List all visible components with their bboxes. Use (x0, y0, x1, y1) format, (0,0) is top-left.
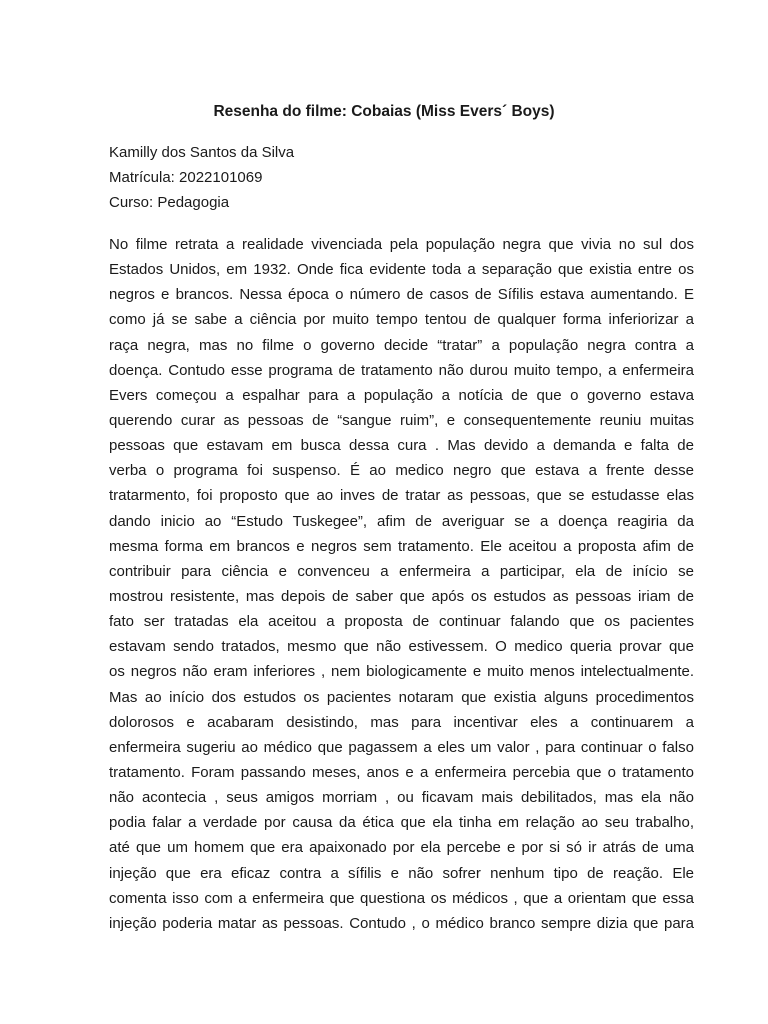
body-text-line: injeção que era eficaz contra a sífilis e não sofrer nenhum tipo de reação. Ele (109, 864, 694, 882)
body-text-line: fato ser tratadas ela aceitou a proposta de continuar falando que os pacientes (109, 613, 694, 631)
body-text-line: negros e brancos. Nessa época o número de casos de Sífilis estava aumentando. E (109, 286, 694, 304)
body-text-line: No filme retrata a realidade vivenciada pela população negra que vivia no sul dos (109, 236, 694, 253)
body-text-line: como já se sabe a ciência por muito tempo tentou de qualquer forma inferiorizar a (109, 311, 694, 329)
body-text-line: comenta isso com a enfermeira que questiona os médicos , que a orientam que essa (109, 889, 694, 907)
body-text-line: não acontecia , seus amigos morriam , ou ficavam mais debilitados, mas ela não (109, 789, 694, 807)
body-text-line: mostrou resistente, mas depois de saber que após os estudos as pessoas iriam de (109, 587, 694, 605)
body-text-line: tratamento. Foram passando meses, anos e a enfermeira percebia que o tratamento (109, 763, 694, 781)
body-text-line: enfermeira sugeriu ao médico que pagassem a eles um valor , para continuar o falso (109, 738, 694, 756)
body-text-line: os negros não eram inferiores , nem biologicamente e muito menos intelectualmente. (109, 663, 694, 681)
registration-number: Matrícula: 2022101069 (109, 169, 263, 186)
body-text-line: Estados Unidos, em 1932. Onde fica evidente toda a separação que existia entre os (109, 261, 694, 279)
body-text-line: doença. Contudo esse programa de tratamento não durou muito tempo, a enfermeira (109, 361, 694, 379)
body-text-line: injeção poderia matar as pessoas. Contudo , o médico branco sempre dizia que para (109, 914, 694, 932)
body-text-line: estavam sendo tratados, mesmo que não estivessem. O medico queria provar que (109, 638, 694, 656)
body-text-line: raça negra, mas no filme o governo decide “tratar” a população negra contra a (109, 336, 694, 354)
document-header-info (109, 140, 669, 215)
body-text-line: dando inicio ao “Estudo Tuskegee”, afim de averiguar se a doença reagiria da (109, 512, 694, 530)
body-text-line: tratarmento, foi proposto que ao inves de tratar as pessoas, que se estudasse elas (109, 487, 694, 505)
course-name: Curso: Pedagogia (109, 194, 230, 211)
document-title: Resenha do filme: Cobaias (Miss Evers´ Boys) (213, 103, 555, 120)
body-text-line: querendo curar as pessoas de “sangue ruim”, e consequentemente reuniu muitas (109, 411, 694, 429)
body-text-line: dolorosos e acabaram desistindo, mas para incentivar eles a continuarem a (109, 713, 694, 731)
body-text-line: pessoas que estavam em busca dessa cura . Mas devido a demanda e falta de (109, 437, 694, 455)
body-text-line: verba o programa foi suspenso. É ao medico negro que estava a frente desse (109, 462, 694, 480)
author-name: Kamilly dos Santos da Silva (109, 144, 295, 161)
body-text-line: mesma forma em brancos e negros sem tratamento. Ele aceitou a proposta afim de (109, 537, 694, 555)
body-text-line: contribuir para ciência e convenceu a enfermeira a participar, ela de início se (109, 562, 694, 580)
body-text-line: podia falar a verdade por causa da ética que ela tinha em relação ao seu trabalho, (109, 814, 694, 832)
body-text-line: Mas ao início dos estudos os pacientes notaram que existia alguns procedimentos (109, 688, 694, 706)
body-text-line: até que um homem que era apaixonado por ela percebe e por si só ir atrás de uma (109, 839, 694, 857)
body-text-line: Evers começou a espalhar para a população a notícia de que o governo estava (109, 386, 694, 404)
review-body-paragraph (109, 232, 694, 936)
